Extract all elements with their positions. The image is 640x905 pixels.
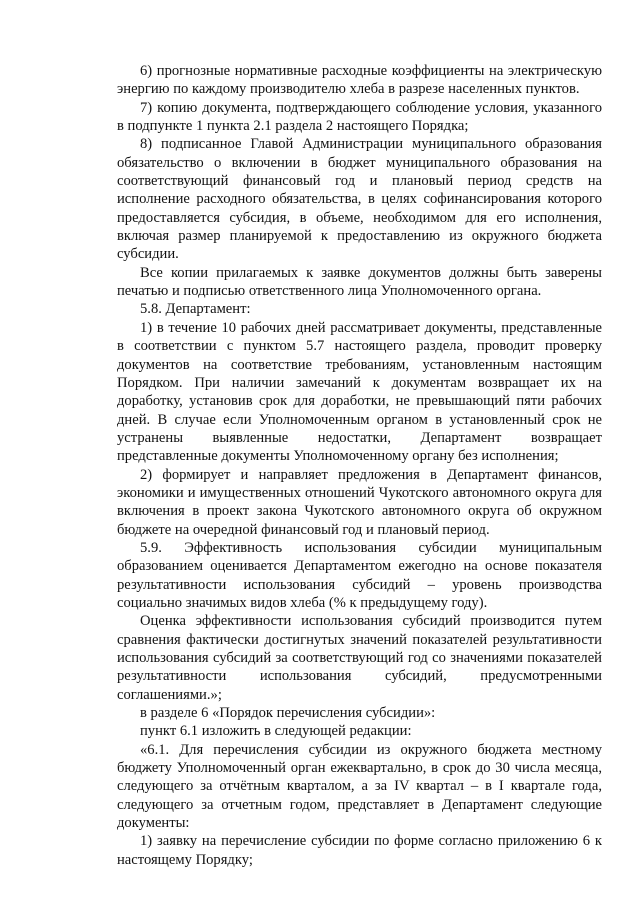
- paragraph-item-6: 6) прогнозные нормативные расходные коэффициенты на электрическую энергию по каждому производителю хлеба в разрезе населенных пунктов.: [117, 63, 602, 98]
- paragraph-6-1-item-1: 1) заявку на перечисление субсидии по форме согласно приложению 6 к настоящему Порядку;: [117, 833, 602, 868]
- paragraph-5-9: 5.9. Эффективность использования субсидии муниципальным образованием оценивается Департаментом ежегодно на основе показателя результативности использования субсидий – уровень производства социально значимых видов хлеба (% к предыдущему году).: [117, 539, 602, 611]
- paragraph-6-1-text: «6.1. Для перечисления субсидии из окружного бюджета местному бюджету Уполномоченный орган ежеквартально, в срок до 30 числа месяца, следующего за отчётным кварталом, а за IV квартал – в I квартале года, следующего за отчетным годом, представляет в Департамент следующие документы:: [117, 741, 602, 832]
- paragraph-item-8: 8) подписанное Главой Администрации муниципального образования обязательство о включении в бюджет муниципального образования на соответствующий финансовый год и плановый период средств на исполнение расходного обязательства, в целях софинансирования которого предоставляется субсидия, в объеме, необходимом для его исполнения, включая размер планируемой к предоставлению из окружного бюджета субсидии.: [117, 136, 602, 263]
- paragraph-5-8-item-1: 1) в течение 10 рабочих дней рассматривает документы, представленные в соответствии с пунктом 5.7 настоящего раздела, проводит проверку документов на соответствие требованиям, установленным настоящим Порядком. При наличии замечаний к документам возвращает их на доработку, установив срок для доработки, не превышающий пяти рабочих дней. В случае если Уполномоченным органом в установленный срок не устранены выявленные недостатки, Департамент возвращает представленные документы Уполномоченному органу без исполнения;: [117, 319, 602, 465]
- paragraph-certification: Все копии прилагаемых к заявке документов должны быть заверены печатью и подписью ответственного лица Уполномоченного органа.: [117, 264, 602, 300]
- document-page: [117, 62, 602, 869]
- paragraph-efficiency-assessment: Оценка эффективности использования субсидий производится путем сравнения фактически достигнутых значений показателей результативности использования субсидий за соответствующий год со значениями показателей результативности использования субсидий, предусмотренными соглашениями.»;: [117, 613, 602, 703]
- paragraph-5-8-heading: 5.8. Департамент:: [140, 301, 251, 318]
- paragraph-item-7: 7) копию документа, подтверждающего соблюдение условия, указанного в подпункте 1 пункта 2.1 раздела 2 настоящего Порядка;: [117, 99, 602, 135]
- paragraph-5-8-item-2: 2) формирует и направляет предложения в Департамент финансов, экономики и имущественных отношений Чукотского автономного округа для включения в проект закона Чукотского автономного округа об окружном бюджете на очередной финансовый год и плановый период.: [117, 466, 602, 538]
- paragraph-section-6-intro: в разделе 6 «Порядок перечисления субсидии»:: [140, 705, 436, 722]
- paragraph-6-1-instruction: пункт 6.1 изложить в следующей редакции:: [140, 723, 412, 740]
